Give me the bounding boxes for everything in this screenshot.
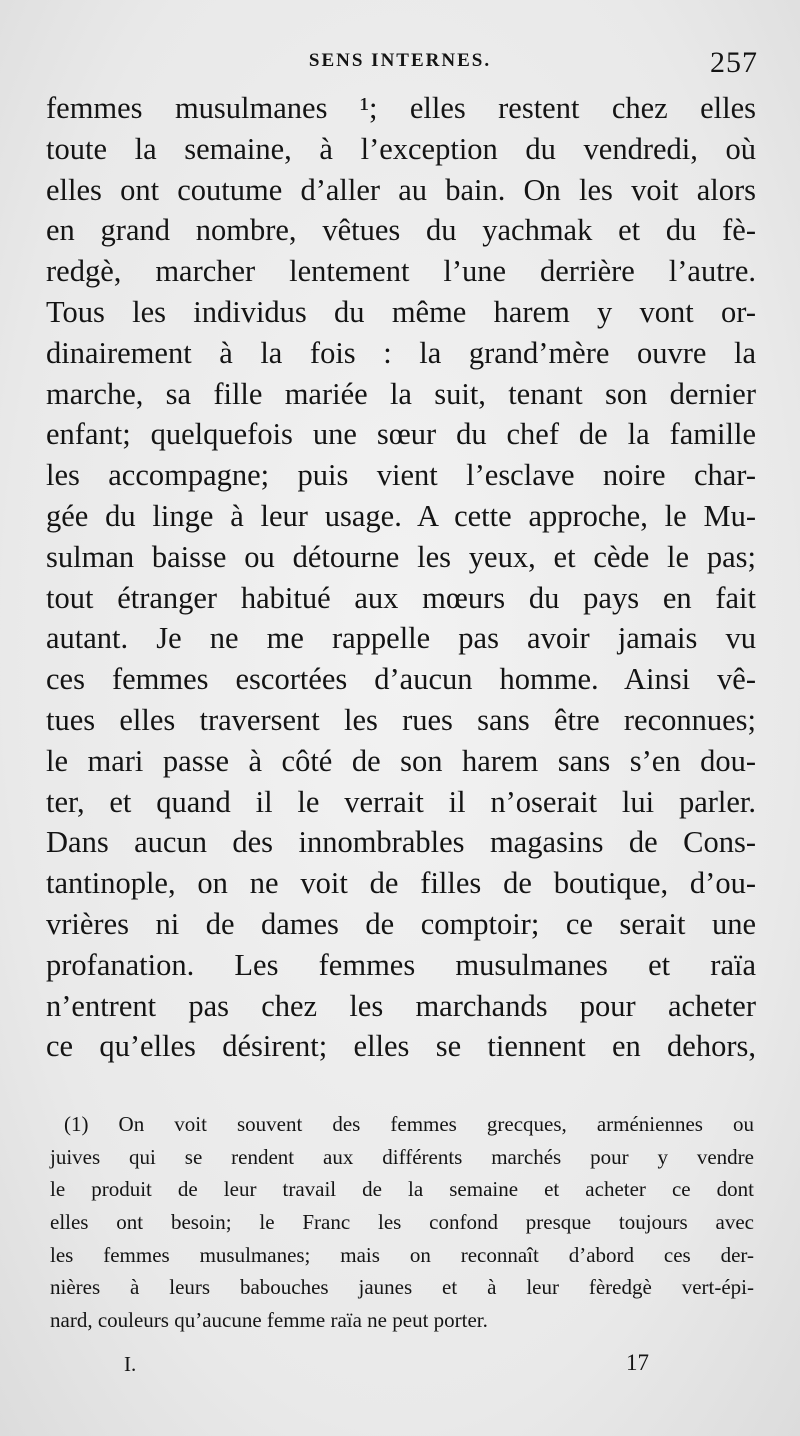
footnote-line: nières à leurs babouches jaunes et à leur fèredgè vert-épi- (50, 1275, 754, 1300)
body-line: tantinople, on ne voit de filles de boutique, d’ou- (46, 866, 756, 901)
body-line: ter, et quand il le verrait il n’oserait lui parler. (46, 784, 756, 819)
page-header (0, 46, 800, 79)
body-line: profanation. Les femmes musulmanes et raïa (46, 947, 756, 982)
footnote-line: elles ont besoin; le Franc les confond presque toujours avec (50, 1210, 754, 1235)
footnote (50, 1108, 754, 1337)
body-line: femmes musulmanes ¹; elles restent chez elles (46, 91, 756, 125)
body-line: redgè, marcher lentement l’une derrière l’autre. (46, 254, 756, 289)
body-line: le mari passe à côté de son harem sans s’en dou- (46, 743, 756, 778)
body-line: sulman baisse ou détourne les yeux, et cède le pas; (46, 539, 756, 574)
body-line: tues elles traversent les rues sans être reconnues; (46, 702, 756, 737)
body-line: Dans aucun des innombrables magasins de Cons- (46, 825, 756, 860)
body-line: Tous les individus du même harem y vont or- (46, 294, 756, 329)
footnote-line: le produit de leur travail de la semaine et acheter ce dont (50, 1177, 754, 1202)
running-head: SENS INTERNES. (308, 50, 492, 71)
body-line: les accompagne; puis vient l’esclave noire char- (46, 458, 756, 493)
body-line: tout étranger habitué aux mœurs du pays en fait (46, 580, 756, 615)
body-line: n’entrent pas chez les marchands pour acheter (46, 988, 756, 1023)
body-line: autant. Je ne me rappelle pas avoir jamais vu (46, 621, 756, 656)
body-line: gée du linge à leur usage. A cette approche, le Mu- (46, 498, 756, 533)
footnote-line: nard, couleurs qu’aucune femme raïa ne peut porter. (50, 1308, 488, 1333)
footnote-line: les femmes musulmanes; mais on reconnaît d’abord ces der- (50, 1242, 754, 1267)
footnote-line: (1) On voit souvent des femmes grecques, arméniennes ou (64, 1112, 754, 1136)
footnote-line: juives qui se rendent aux différents marchés pour y vendre (50, 1144, 754, 1169)
body-line: ce qu’elles désirent; elles se tiennent en dehors, (46, 1029, 756, 1064)
body-text (46, 88, 756, 1067)
body-line: dinairement à la fois : la grand’mère ouvre la (46, 335, 756, 370)
body-line: en grand nombre, vêtues du yachmak et du fè- (46, 213, 756, 248)
body-line: toute la semaine, à l’exception du vendredi, où (46, 131, 756, 166)
body-line: enfant; quelquefois une sœur du chef de la famille (46, 417, 756, 452)
page-number: 257 (710, 46, 758, 79)
body-line: ces femmes escortées d’aucun homme. Ainsi vê- (46, 662, 756, 697)
body-line: marche, sa fille mariée la suit, tenant son dernier (46, 376, 756, 411)
body-line: elles ont coutume d’aller au bain. On les voit alors (46, 172, 756, 207)
body-line: vrières ni de dames de comptoir; ce serait une (46, 906, 756, 941)
gathering-number: 17 (626, 1350, 649, 1375)
signature-mark: I. (124, 1352, 137, 1376)
